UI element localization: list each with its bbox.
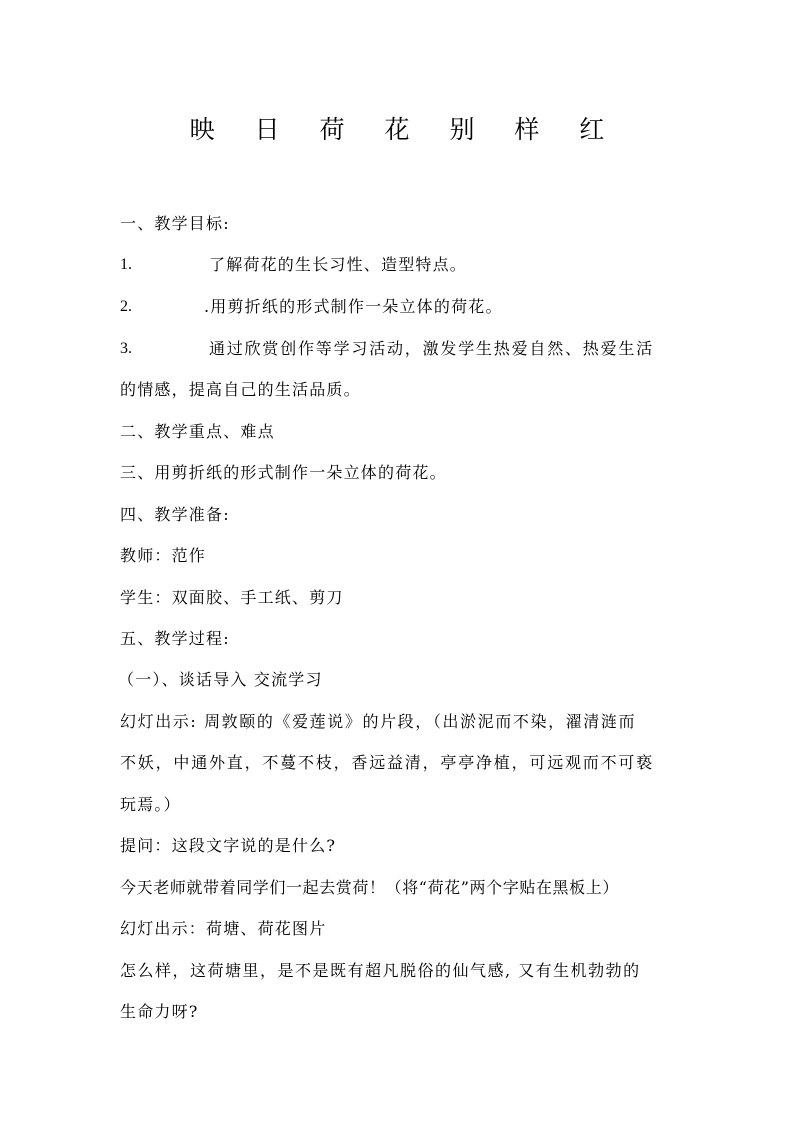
document-title: 映 日 荷 花 别 样 红 (189, 115, 621, 144)
objective-3-text: 通过欣赏创作等学习活动，激发学生热爱自然、热爱生活 (209, 339, 655, 358)
objective-3-number: 3. (120, 340, 132, 357)
paragraph-1-line-3: 玩焉。） (120, 795, 181, 814)
key-points-heading: 二、教学重点、难点 (120, 422, 275, 441)
section-three: 三、用剪折纸的形式制作一朵立体的荷花。 (120, 463, 447, 482)
teacher-line: 今天老师就带着同学们一起去赏荷！（将“荷花”两个字贴在黑板上） (120, 878, 619, 897)
step-one-heading: （一）、谈话导入 交流学习 (118, 670, 323, 689)
student-preparation: 学生：双面胶、手工纸、剪刀 (120, 588, 344, 607)
question-line: 提问：这段文字说的是什么? (120, 836, 337, 855)
teacher-preparation: 教师：范作 (120, 546, 207, 565)
paragraph-2-line-1: 怎么样，这荷塘里，是不是既有超凡脱俗的仙气感, 又有生机勃勃的 (120, 961, 641, 980)
paragraph-1-line-1: 幻灯出示: 周敦颐的《爱莲说》的片段，（出淤泥而不染，濯清涟而 (120, 712, 637, 731)
objective-1-text: 了解荷花的生长习性、造型特点。 (209, 255, 468, 274)
preparation-heading: 四、教学准备: (120, 505, 230, 524)
objectives-heading: 一、教学目标: (120, 214, 230, 233)
objective-2-number: 2. (120, 298, 132, 315)
objective-3-continuation: 的情感，提高自己的生活品质。 (120, 380, 361, 399)
paragraph-1-line-2: 不妖，中通外直，不蔓不枝，香远益清，亭亭净植，可远观而不可亵 (120, 753, 655, 772)
objective-2-text: .用剪折纸的形式制作一朵立体的荷花。 (204, 297, 503, 316)
slide-line: 幻灯出示：荷塘、荷花图片 (120, 919, 327, 938)
process-heading: 五、教学过程: (120, 629, 230, 648)
paragraph-2-line-2: 生命力呀? (120, 1002, 199, 1021)
objective-1-number: 1. (120, 256, 132, 273)
